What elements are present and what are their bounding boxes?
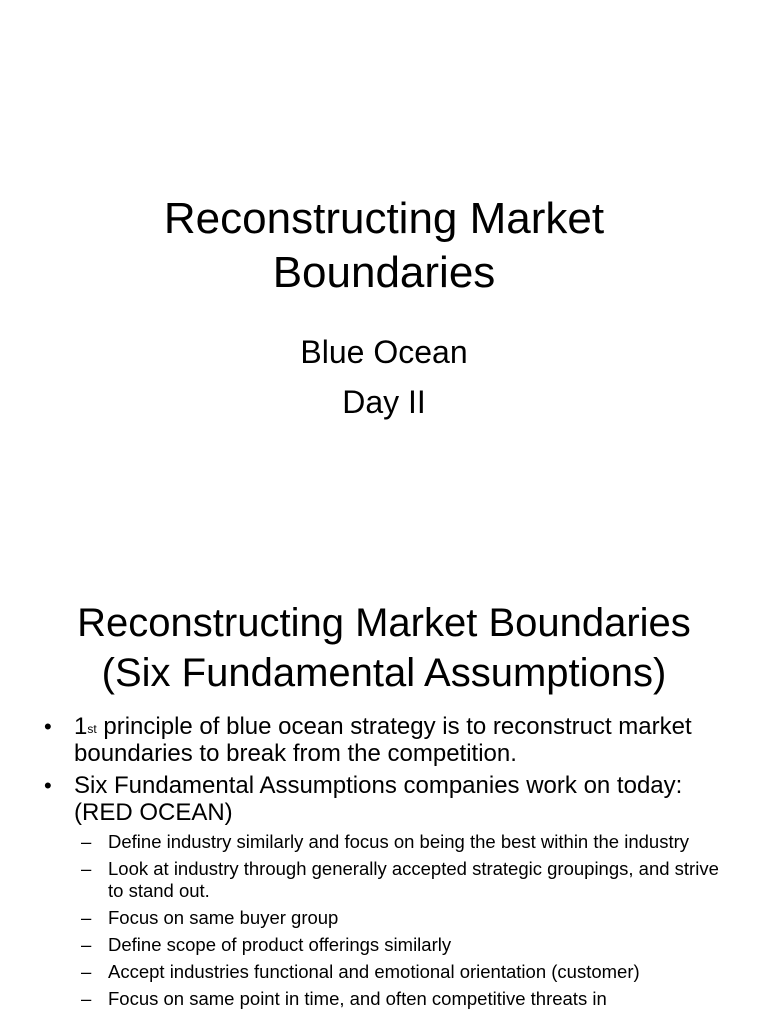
sub-bullet-item [81, 934, 733, 956]
title-line: Boundaries [272, 248, 496, 297]
ordinal-suffix: st [87, 722, 97, 736]
dash-icon: – [81, 934, 92, 955]
sub-bullet-text: Focus on same point in time, and often competitive threats in [108, 988, 607, 1009]
slide-title [0, 192, 768, 300]
bullet-number: 1 [74, 713, 88, 740]
sub-bullet-item [81, 907, 733, 929]
bullet-list [0, 713, 768, 1015]
title-line: Reconstructing Market [163, 194, 605, 243]
content-slide [0, 576, 768, 1024]
bullet-dot-icon: • [44, 714, 52, 739]
bullet-text: Six Fundamental Assumptions companies work on today: (RED OCEAN) [74, 772, 683, 826]
sub-bullet-item [81, 831, 733, 853]
sub-bullet-text: Focus on same buyer group [108, 907, 339, 928]
bullet-item [44, 713, 734, 767]
title-line: (Six Fundamental Assumptions) [101, 651, 667, 695]
sub-bullet-item [81, 858, 733, 902]
sub-bullet-text: Define industry similarly and focus on being the best within the industry [108, 831, 689, 852]
bullet-item [44, 772, 734, 826]
dash-icon: – [81, 988, 92, 1009]
bullet-text: principle of blue ocean strategy is to reconstruct market boundaries to break from the competition. [74, 713, 692, 767]
sub-bullet-text: Accept industries functional and emotional orientation (customer) [108, 961, 640, 982]
slide-title [0, 598, 768, 698]
dash-icon: – [81, 907, 92, 928]
title-line: Reconstructing Market Boundaries [77, 601, 691, 645]
sub-bullet-text: Look at industry through generally accepted strategic groupings, and strive to stand out. [108, 858, 719, 901]
dash-icon: – [81, 961, 92, 982]
dash-icon: – [81, 858, 92, 879]
sub-bullet-text: Define scope of product offerings similarly [108, 934, 452, 955]
slide-subtitle-day: Day II [342, 384, 426, 420]
bullet-dot-icon: • [44, 773, 52, 798]
sub-bullet-item [81, 988, 733, 1010]
dash-icon: – [81, 831, 92, 852]
sub-bullet-item [81, 961, 733, 983]
slide-subtitle: Blue Ocean [300, 334, 468, 370]
